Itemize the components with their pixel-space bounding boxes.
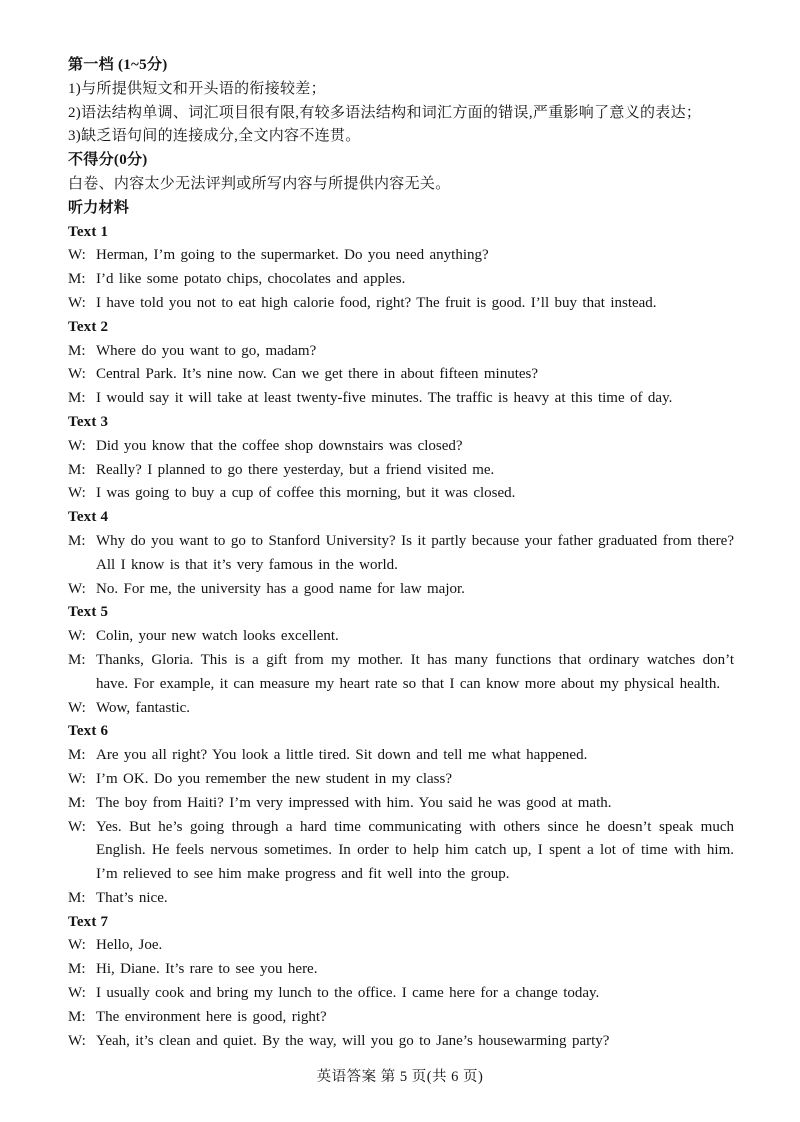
dialogue-line (68, 697, 734, 721)
listening-text-block (68, 601, 734, 720)
listening-text-block (68, 911, 734, 1054)
speaker-label: M: (68, 651, 86, 668)
utterance-text: Hello, Joe. (96, 937, 163, 954)
dialogue-line (68, 268, 734, 292)
utterance-text: The boy from Haiti? I’m very impressed with him. You said he was good at math. (96, 794, 612, 811)
dialogue-line (68, 530, 734, 578)
dialogue-line (68, 244, 734, 268)
rubric-point-3: 3)缺乏语句间的连接成分,全文内容不连贯。 (68, 128, 361, 145)
speaker-label: W: (68, 699, 86, 716)
text-title: Text 6 (68, 723, 109, 740)
speaker-label: M: (68, 961, 86, 978)
listening-text-block (68, 221, 734, 316)
utterance-text: I usually cook and bring my lunch to the office. I came here for a change today. (96, 985, 600, 1002)
rubric-point-2: 2)语法结构单调、词汇项目很有限,有较多语法结构和词汇方面的错误,严重影响了意义的表达； (68, 104, 702, 121)
utterance-text: Colin, your new watch looks excellent. (96, 628, 339, 645)
utterance-text: I was going to buy a cup of coffee this morning, but it was closed. (96, 485, 516, 502)
utterance-text: No. For me, the university has a good name for law major. (96, 580, 465, 597)
dialogue-line (68, 292, 734, 316)
utterance-text: I’m OK. Do you remember the new student in my class? (96, 770, 452, 787)
rubric-no-score-note: 白卷、内容太少无法评判或所写内容与所提供内容无关。 (68, 175, 451, 192)
speaker-label: W: (68, 937, 86, 954)
speaker-label: M: (68, 794, 86, 811)
utterance-text: Yes. But he’s going through a hard time communicating with others since he doesn’t speak much English. He feels nervous sometimes. In order to help him catch up, I spent a lot of time with him. I’m relieved to see him make progress and fit well into the group. (96, 818, 734, 883)
dialogue-line (68, 387, 734, 411)
speaker-label: W: (68, 628, 86, 645)
speaker-label: W: (68, 366, 86, 383)
listening-section (68, 197, 734, 1054)
rubric-point-1: 1)与所提供短文和开头语的衔接较差； (68, 80, 326, 97)
dialogue-line (68, 1030, 734, 1054)
dialogue-line (68, 1006, 734, 1030)
listening-text-block (68, 316, 734, 411)
speaker-label: W: (68, 818, 86, 835)
speaker-label: M: (68, 747, 86, 764)
text-title: Text 5 (68, 604, 109, 621)
utterance-text: I’d like some potato chips, chocolates and apples. (96, 271, 406, 288)
dialogue-line (68, 340, 734, 364)
listening-text-block (68, 411, 734, 506)
utterance-text: Central Park. It’s nine now. Can we get there in about fifteen minutes? (96, 366, 539, 383)
dialogue-line (68, 887, 734, 911)
text-title: Text 7 (68, 913, 109, 930)
dialogue-line (68, 459, 734, 483)
speaker-label: W: (68, 294, 86, 311)
dialogue-line (68, 982, 734, 1006)
utterance-text: Why do you want to go to Stanford University? Is it partly because your father graduated from there? All I know is that it’s very famous in the world. (96, 532, 734, 573)
speaker-label: W: (68, 985, 86, 1002)
listening-text-block (68, 506, 734, 601)
dialogue-line (68, 934, 734, 958)
dialogue-line (68, 649, 734, 697)
dialogue-line (68, 792, 734, 816)
text-title: Text 1 (68, 223, 109, 240)
rubric-band-title: 第一档 (1~5分) (68, 57, 168, 73)
dialogue-line (68, 578, 734, 602)
utterance-text: Thanks, Gloria. This is a gift from my mother. It has many functions that ordinary watches don’t have. For example, it can measure my heart rate so that I can know more about my physical health. (96, 651, 734, 692)
dialogue-line (68, 363, 734, 387)
speaker-label: W: (68, 437, 86, 454)
listening-texts-container (68, 221, 734, 1054)
utterance-text: Yeah, it’s clean and quiet. By the way, will you go to Jane’s housewarming party? (96, 1032, 610, 1049)
utterance-text: Did you know that the coffee shop downstairs was closed? (96, 437, 463, 454)
dialogue-line (68, 768, 734, 792)
utterance-text: That’s nice. (96, 889, 168, 906)
utterance-text: I have told you not to eat high calorie food, right? The fruit is good. I’ll buy that instead. (96, 294, 657, 311)
dialogue-line (68, 816, 734, 887)
speaker-label: M: (68, 342, 86, 359)
text-title: Text 3 (68, 413, 109, 430)
listening-text-block (68, 720, 734, 910)
dialogue-line (68, 958, 734, 982)
speaker-label: W: (68, 770, 86, 787)
text-title: Text 2 (68, 318, 109, 335)
speaker-label: W: (68, 247, 86, 264)
speaker-label: M: (68, 390, 86, 407)
speaker-label: M: (68, 271, 86, 288)
listening-section-title: 听力材料 (68, 199, 130, 216)
speaker-label: W: (68, 485, 86, 502)
utterance-text: Really? I planned to go there yesterday, but a friend visited me. (96, 461, 495, 478)
text-title: Text 4 (68, 509, 109, 526)
dialogue-line (68, 482, 734, 506)
rubric-no-score-title: 不得分(0分) (68, 152, 148, 169)
utterance-text: Wow, fantastic. (96, 699, 191, 716)
rubric-section (68, 54, 734, 197)
utterance-text: Are you all right? You look a little tired. Sit down and tell me what happened. (96, 747, 588, 764)
utterance-text: I would say it will take at least twenty-five minutes. The traffic is heavy at this time of day. (96, 390, 673, 407)
speaker-label: M: (68, 532, 86, 549)
dialogue-line (68, 435, 734, 459)
page-footer: 英语答案 第 5 页(共 6 页) (316, 1069, 484, 1085)
utterance-text: The environment here is good, right? (96, 1008, 327, 1025)
utterance-text: Where do you want to go, madam? (96, 342, 317, 359)
speaker-label: M: (68, 889, 86, 906)
speaker-label: M: (68, 461, 86, 478)
utterance-text: Herman, I’m going to the supermarket. Do you need anything? (96, 247, 489, 264)
speaker-label: W: (68, 580, 86, 597)
speaker-label: M: (68, 1008, 86, 1025)
dialogue-line (68, 625, 734, 649)
speaker-label: W: (68, 1032, 86, 1049)
utterance-text: Hi, Diane. It’s rare to see you here. (96, 961, 318, 978)
dialogue-line (68, 744, 734, 768)
